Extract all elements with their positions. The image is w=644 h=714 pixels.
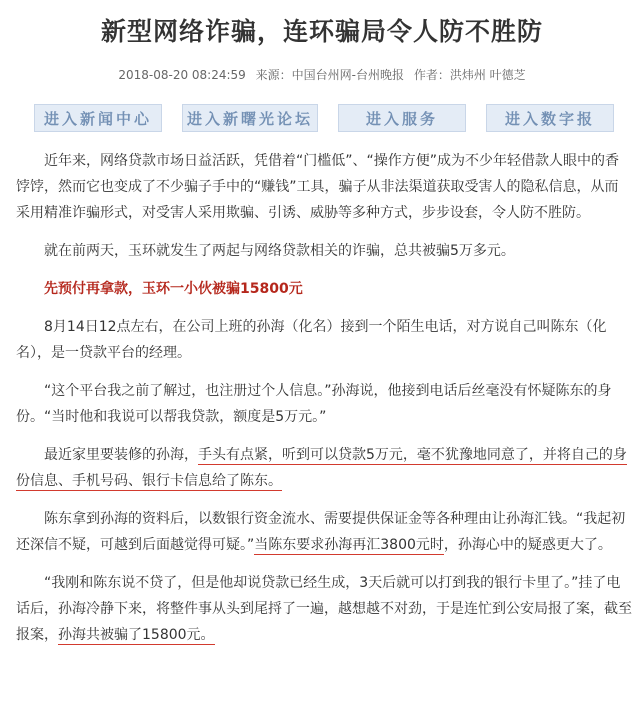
paragraph-7-lead: “我刚和陈东说不贷了，但是他却说贷款已经生成，3天后就可以打到我的银行卡里了。”挂了电话后，孙海冷静下来，将整件事从头到尾捋了一遍，越想越不对劲，于是连忙到公安局报了案，截至报案， xyxy=(16,575,632,643)
article-author: 作者：洪炜州 叶德芝 xyxy=(413,68,526,82)
paragraph-6-lead: 陈东拿到孙海的资料后，以数银行资金流水、需要提供保证金等各种理由让孙海汇钱。“我起初还深信不疑，可越到后面越觉得可疑。” xyxy=(16,511,626,553)
paragraph-7 xyxy=(16,570,632,648)
underlined-text: 手头有点紧，听到可以贷款5万元，毫不犹豫地同意了，并将自己的身份信息、手机号码、银行卡信息给了陈东。 xyxy=(16,447,627,489)
channel-nav xyxy=(34,104,614,134)
section-subheading: 先预付再拿款，玉环一小伙被骗15800元 xyxy=(44,281,303,297)
paragraph-6-tail: ，孙海心中的疑惑更大了。 xyxy=(443,537,612,553)
article-body xyxy=(16,148,632,660)
nav-news-center-button[interactable]: 进入新闻中心 xyxy=(34,104,162,132)
nav-digital-paper-button[interactable]: 进入数字报 xyxy=(486,104,614,132)
paragraph-6 xyxy=(16,506,632,558)
paragraph-3: 8月14日12点左右，在公司上班的孙海（化名）接到一个陌生电话，对方说自己叫陈东（化名），是一贷款平台的经理。 xyxy=(16,319,607,361)
underlined-text: 孙海共被骗了15800元。 xyxy=(58,627,215,643)
article-title: 新型网络诈骗，连环骗局令人防不胜防 xyxy=(100,17,543,46)
article-source: 来源：中国台州网-台州晚报 xyxy=(255,68,404,82)
paragraph-5 xyxy=(16,442,632,494)
paragraph-5-lead: 最近家里要装修的孙海， xyxy=(44,447,198,463)
paragraph-2: 就在前两天，玉环就发生了两起与网络贷款相关的诈骗，总共被骗5万多元。 xyxy=(44,243,515,259)
nav-service-button[interactable]: 进入服务 xyxy=(338,104,466,132)
nav-forum-button[interactable]: 进入新曙光论坛 xyxy=(182,104,318,132)
publish-datetime: 2018-08-20 08:24:59 xyxy=(118,68,246,82)
paragraph-4: “这个平台我之前了解过，也注册过个人信息。”孙海说，他接到电话后丝毫没有怀疑陈东的身份。“当时他和我说可以帮我贷款，额度是5万元。” xyxy=(16,383,612,425)
underlined-text: 当陈东要求孙海再汇3800元时 xyxy=(254,537,444,553)
paragraph-1: 近年来，网络贷款市场日益活跃，凭借着“门槛低”、“操作方便”成为不少年轻借款人眼中的香饽饽，然而它也变成了不少骗子手中的“赚钱”工具，骗子从非法渠道获取受害人的隐私信息，从而采用精准诈骗形式，对受害人采用欺骗、引诱、威胁等多种方式，步步设套，令人防不胜防。 xyxy=(16,153,620,221)
article-meta xyxy=(0,66,644,83)
